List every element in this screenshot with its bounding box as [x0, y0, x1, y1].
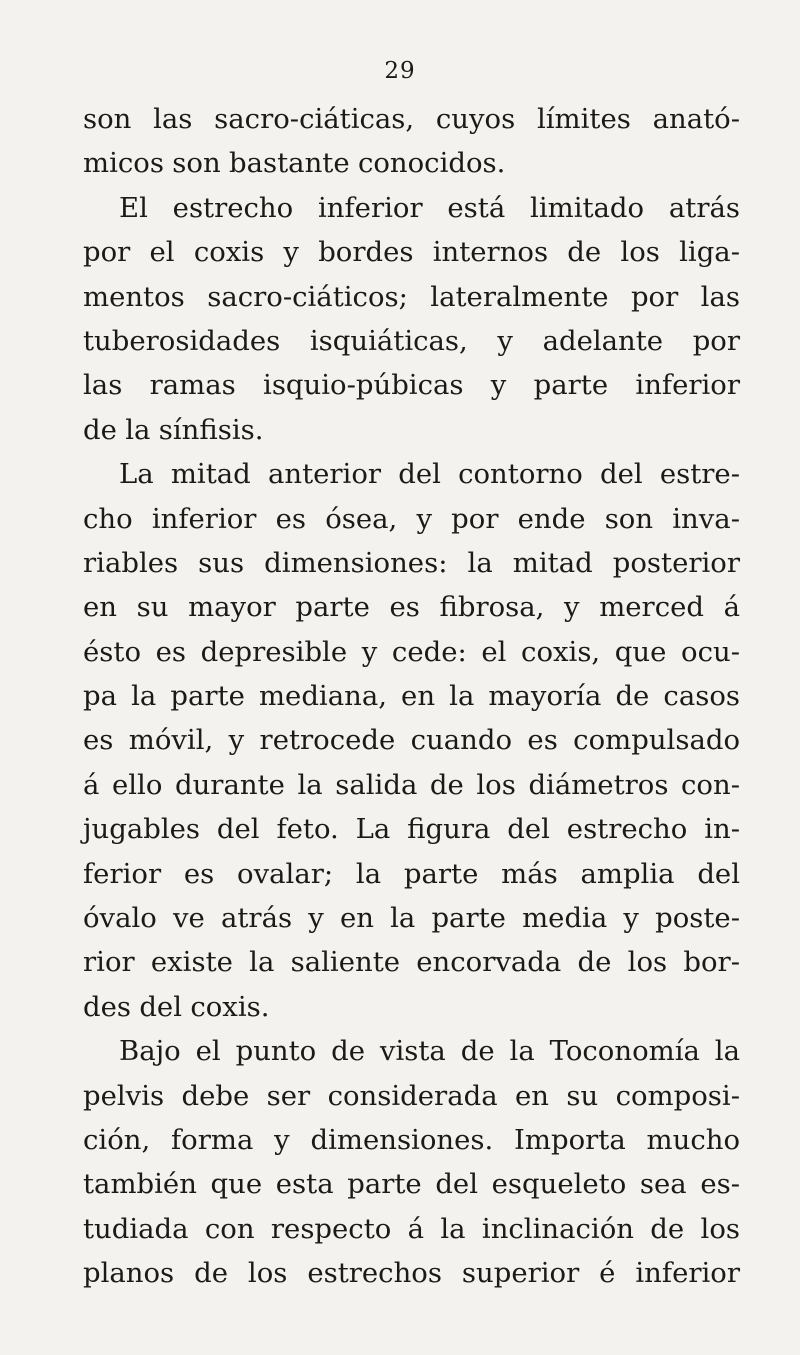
- text-line: pa la parte mediana, en la mayoría de casos: [83, 680, 740, 713]
- text-line: planos de los estrechos superior é inferior: [83, 1257, 740, 1290]
- text-line: mentos sacro-ciáticos; lateralmente por las: [83, 280, 740, 313]
- text-line: también que esta parte del esqueleto sea es-: [83, 1168, 740, 1201]
- text-line: de la sínfisis.: [83, 413, 264, 446]
- page-number: 29: [384, 58, 416, 84]
- text-line: ésto es depresible y cede: el coxis, que ocu-: [83, 635, 740, 668]
- text-line: en su mayor parte es fibrosa, y merced á: [83, 591, 740, 624]
- text-line: El estrecho inferior está limitado atrás: [119, 191, 740, 224]
- text-line: jugables del feto. La figura del estrecho in-: [83, 813, 740, 846]
- text-line: micos son bastante conocidos.: [83, 147, 506, 180]
- text-line: pelvis debe ser considerada en su composi-: [83, 1079, 740, 1112]
- text-line: Bajo el punto de vista de la Toconomía la: [119, 1035, 740, 1068]
- text-line: des del coxis.: [83, 990, 270, 1023]
- text-line: óvalo ve atrás y en la parte media y poste-: [83, 902, 740, 935]
- text-line: riables sus dimensiones: la mitad posterior: [83, 546, 740, 579]
- text-line: es móvil, y retrocede cuando es compulsado: [83, 724, 740, 757]
- body-text: [83, 97, 740, 1296]
- text-line: ción, forma y dimensiones. Importa mucho: [83, 1123, 740, 1156]
- text-line: tuberosidades isquiáticas, y adelante por: [83, 324, 740, 357]
- text-line: ferior es ovalar; la parte más amplia del: [83, 857, 740, 890]
- text-line: La mitad anterior del contorno del estre-: [119, 458, 740, 491]
- text-line: son las sacro-ciáticas, cuyos límites anató-: [83, 103, 740, 135]
- text-line: á ello durante la salida de los diámetros con-: [83, 768, 740, 801]
- text-line: rior existe la saliente encorvada de los bor-: [83, 946, 740, 979]
- text-line: cho inferior es ósea, y por ende son inva-: [83, 502, 740, 535]
- text-line: tudiada con respecto á la inclinación de los: [83, 1212, 740, 1245]
- text-line: las ramas isquio-púbicas y parte inferior: [83, 369, 740, 402]
- text-line: por el coxis y bordes internos de los liga-: [83, 236, 740, 269]
